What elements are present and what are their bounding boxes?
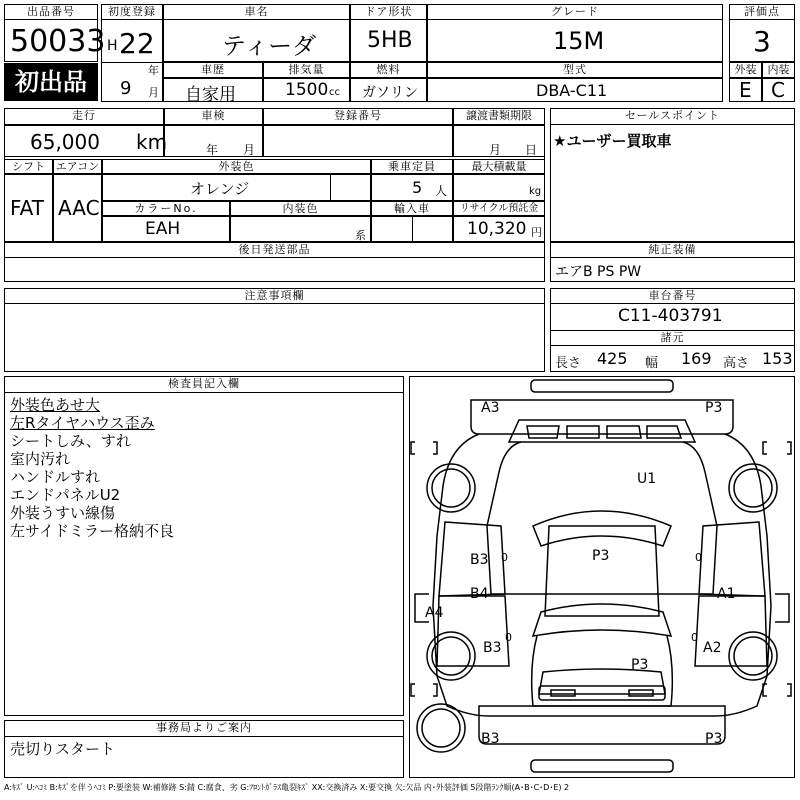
- interior-color-box: [230, 216, 371, 242]
- reg-number-box: [263, 125, 453, 157]
- inspector-note: 外装うすい線傷: [10, 504, 116, 522]
- transfer-label: 譲渡書類期限: [453, 108, 545, 125]
- transfer-day-unit: 日: [525, 143, 538, 157]
- registration-era: H: [107, 38, 118, 54]
- grade: 15M: [553, 27, 605, 55]
- car-name-label: 車名: [163, 4, 350, 20]
- load-unit: kg: [529, 186, 542, 197]
- inspector-note: 外装色あせ大: [10, 396, 101, 414]
- chassis-label: 車台番号: [550, 288, 795, 304]
- inspector-notes: [10, 396, 174, 540]
- damage-mark: B4: [470, 586, 489, 602]
- transfer-month-unit: 月: [489, 143, 502, 157]
- inspector-note: 左サイドミラー格納不良: [10, 522, 174, 540]
- inspector-note: エンドパネルU2: [10, 486, 121, 504]
- model-label: 型式: [427, 62, 723, 78]
- damage-mark: P3: [631, 657, 649, 673]
- inspection-label: 車検: [164, 108, 263, 125]
- damage-mark: P3: [705, 400, 723, 416]
- grade-label: グレード: [427, 4, 723, 20]
- recycle-label: リサイクル預託金: [453, 201, 545, 216]
- fuel-label: 燃料: [350, 62, 427, 78]
- damage-mark: B3: [470, 552, 489, 568]
- car-name: ティーダ: [222, 32, 317, 60]
- history-label: 車歴: [163, 62, 263, 78]
- interior-score: C: [771, 78, 785, 102]
- color-no-label: カラーNo.: [102, 201, 230, 216]
- damage-mark: A3: [481, 400, 500, 416]
- divider: [101, 62, 163, 63]
- damage-mark: A2: [703, 640, 722, 656]
- seats-label: 乗車定員: [371, 159, 453, 174]
- color: オレンジ: [190, 180, 250, 198]
- svg-text:0: 0: [695, 551, 702, 564]
- sales-point-text: ★ユーザー買取車: [553, 132, 672, 150]
- seats-unit: 人: [435, 184, 448, 198]
- car-diagram: [409, 376, 795, 778]
- score: 3: [753, 25, 771, 58]
- svg-text:0: 0: [501, 551, 508, 564]
- interior-color-unit: 系: [355, 229, 366, 242]
- displacement-unit: cc: [329, 87, 340, 98]
- import-divider: [412, 216, 413, 242]
- registration-year-unit: 年: [148, 64, 159, 77]
- reg-number-label: 登録番号: [263, 108, 453, 125]
- equipment-label: 純正装備: [550, 242, 795, 258]
- inspection-month-unit: 月: [243, 143, 256, 157]
- inspector-note: 左Rタイヤハウス歪み: [10, 414, 155, 432]
- sales-point-label: セールスポイント: [550, 108, 795, 125]
- inspector-note: ハンドルすれ: [10, 468, 101, 486]
- notes-label: 注意事項欄: [4, 288, 545, 304]
- damage-mark: A1: [717, 586, 736, 602]
- damage-mark: P3: [705, 731, 723, 747]
- recycle-unit: 円: [531, 226, 542, 239]
- ac: AAC: [58, 196, 100, 220]
- shift-label: シフト: [4, 159, 53, 174]
- svg-text:0: 0: [691, 631, 698, 644]
- lot-number-label: 出品番号: [4, 4, 98, 20]
- height-label: 高さ: [723, 356, 750, 371]
- import-label: 輸入車: [371, 201, 453, 216]
- damage-mark: A4: [425, 605, 444, 621]
- registration-month: 9: [120, 78, 132, 99]
- color-label: 外装色: [102, 159, 371, 174]
- color-no: EAH: [145, 219, 181, 239]
- ac-label: エアコン: [53, 159, 102, 174]
- dims-label: 諸元: [550, 330, 795, 346]
- width: 169: [681, 349, 712, 368]
- damage-mark: B3: [483, 640, 502, 656]
- damage-mark: U1: [637, 471, 657, 487]
- first-listing-badge: 初出品: [4, 63, 98, 101]
- door-label: ドア形状: [350, 4, 427, 20]
- color-divider: [330, 174, 331, 201]
- registration-year: 22: [119, 27, 155, 60]
- fuel: ガソリン: [362, 85, 418, 101]
- registration-label: 初度登録: [101, 4, 163, 20]
- sales-point-box: [550, 108, 795, 242]
- later-parts-label: 後日発送部品: [4, 242, 545, 258]
- chassis-number: C11-403791: [618, 306, 723, 326]
- legend: A:ｷｽﾞ U:ﾍｺﾐ B:ｷｽﾞを伴うﾍｺﾐ P:要塗装 W:補修跡 S:錆 C:腐食、劣 G:ﾌﾛﾝﾄｶﾞﾗｽ亀裂ｷｽﾞ XX:交換済み X:要交換 欠:欠品 内･外装評価 5段階ﾗﾝｸ順(A･B･C･D･E) 2: [4, 783, 570, 792]
- registration-month-unit: 月: [148, 86, 159, 99]
- inspector-label: 検査員記入欄: [4, 376, 404, 393]
- lot-number: 50033: [10, 24, 106, 59]
- length: 425: [597, 349, 628, 368]
- displacement: 1500: [285, 80, 329, 100]
- seats: 5: [412, 178, 423, 197]
- score-label: 評価点: [729, 4, 795, 20]
- history: 自家用: [185, 85, 236, 105]
- displacement-label: 排気量: [263, 62, 350, 78]
- mileage-label: 走行: [4, 108, 164, 125]
- interior-label: 内装: [762, 62, 795, 78]
- model: DBA-C11: [536, 81, 608, 100]
- recycle: 10,320: [467, 219, 527, 239]
- shift: FAT: [10, 196, 45, 220]
- interior-color-label: 内装色: [230, 201, 371, 216]
- height: 153: [762, 349, 793, 368]
- office-text: 売切りスタート: [10, 740, 116, 758]
- mileage-value: 65,000: [30, 130, 100, 154]
- damage-mark: P3: [592, 548, 610, 564]
- inspection-year-unit: 年: [206, 143, 219, 157]
- door-type: 5HB: [367, 28, 413, 53]
- office-label: 事務局よりご案内: [4, 720, 404, 737]
- inspector-note: 室内汚れ: [10, 450, 71, 468]
- equipment-value: エアB PS PW: [555, 264, 642, 280]
- width-label: 幅: [645, 356, 659, 371]
- length-label: 長さ: [555, 356, 582, 371]
- svg-text:0: 0: [505, 631, 512, 644]
- inspector-note: シートしみ、すれ: [10, 432, 131, 450]
- exterior-label: 外装: [729, 62, 762, 78]
- mileage-unit: km: [136, 130, 168, 154]
- damage-mark: B3: [481, 731, 500, 747]
- load-label: 最大積載量: [453, 159, 545, 174]
- exterior-score: E: [739, 78, 752, 102]
